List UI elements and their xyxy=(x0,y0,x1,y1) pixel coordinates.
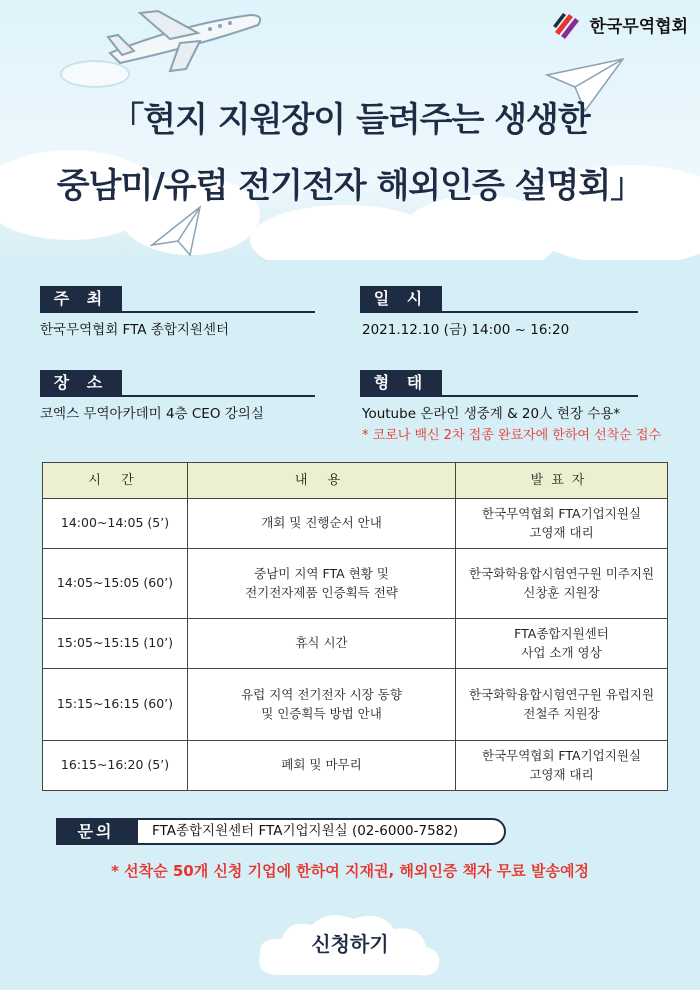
table-row xyxy=(43,741,668,791)
speaker-org: 한국무역협회 FTA기업지원실 xyxy=(482,747,641,763)
kita-logo-icon xyxy=(551,8,583,40)
paper-plane-icon xyxy=(150,205,220,260)
table-row xyxy=(43,549,668,619)
content-cell xyxy=(188,549,456,619)
divider xyxy=(360,395,638,397)
content-line: 개회 및 진행순서 안내 xyxy=(261,515,382,531)
content-cell xyxy=(188,669,456,741)
divider xyxy=(40,395,315,397)
content-cell xyxy=(188,619,456,669)
time-cell: 14:05~15:05 (60’) xyxy=(43,549,188,619)
speaker-cell xyxy=(456,619,668,669)
content-cell xyxy=(188,499,456,549)
table-row xyxy=(43,499,668,549)
header-time: 시 간 xyxy=(43,463,188,499)
table-row xyxy=(43,669,668,741)
content-line: 폐회 및 마무리 xyxy=(281,757,362,773)
time-cell: 14:00~14:05 (5’) xyxy=(43,499,188,549)
date-value: 2021.12.10 (금) 14:00 ~ 16:20 xyxy=(362,322,570,338)
page-title-line1: 「현지 지원장이 들려주는 생생한 xyxy=(110,100,590,140)
airplane-icon xyxy=(100,5,270,75)
time-cell: 15:15~16:15 (60’) xyxy=(43,669,188,741)
speaker-name: 고영재 대리 xyxy=(529,524,594,540)
content-line: 전기전자제품 인증획득 전략 xyxy=(245,584,398,600)
bottom-note: * 선착순 50개 신청 기업에 한하여 지재권, 해외인증 책자 무료 발송예정 xyxy=(111,862,589,880)
host-value: 한국무역협회 FTA 종합지원센터 xyxy=(40,322,230,338)
speaker-name: 고영재 대리 xyxy=(529,766,594,782)
logo xyxy=(551,8,688,40)
format-value: Youtube 온라인 생중계 & 20人 현장 수용* xyxy=(362,406,621,422)
speaker-name: 사업 소개 영상 xyxy=(521,644,602,660)
header-speaker: 발표자 xyxy=(456,463,668,499)
header-content: 내 용 xyxy=(188,463,456,499)
format-label: 형 태 xyxy=(360,370,442,396)
schedule-table xyxy=(42,462,668,791)
hero-banner xyxy=(0,0,700,260)
speaker-org: 한국화학융합시험연구원 유럽지원 xyxy=(468,686,655,702)
format-note: * 코로나 백신 2차 접종 완료자에 한하여 선착순 접수 xyxy=(362,428,661,443)
speaker-name: 신창훈 지원장 xyxy=(523,584,600,600)
page-title-line2: 중남미/유럽 전기전자 해외인증 설명회」 xyxy=(56,166,644,206)
host-label: 주 최 xyxy=(40,286,122,312)
apply-button-label[interactable]: 신청하기 xyxy=(311,932,389,956)
logo-text: 한국무역협회 xyxy=(589,16,688,37)
speaker-org: 한국무역협회 FTA기업지원실 xyxy=(482,505,641,521)
place-value: 코엑스 무역아카데미 4층 CEO 강의실 xyxy=(40,406,264,422)
speaker-cell xyxy=(456,499,668,549)
speaker-org: 한국화학융합시험연구원 미주지원 xyxy=(468,565,655,581)
content-line: 중남미 지역 FTA 현황 및 xyxy=(254,565,389,581)
speaker-org: FTA종합지원센터 xyxy=(514,625,609,641)
table-row xyxy=(43,619,668,669)
content-line: 휴식 시간 xyxy=(295,635,348,651)
date-label: 일 시 xyxy=(360,286,442,312)
content-line: 유럽 지역 전기전자 시장 동향 xyxy=(241,686,402,702)
speaker-cell xyxy=(456,669,668,741)
time-cell: 16:15~16:20 (5’) xyxy=(43,741,188,791)
content-cell xyxy=(188,741,456,791)
divider xyxy=(40,311,315,313)
place-label: 장 소 xyxy=(40,370,122,396)
divider xyxy=(360,311,638,313)
speaker-cell xyxy=(456,741,668,791)
speaker-cell xyxy=(456,549,668,619)
contact-value: FTA종합지원센터 FTA기업지원실 (02-6000-7582) xyxy=(136,818,506,845)
contact-label: 문의 xyxy=(56,818,136,845)
table-header-row xyxy=(43,463,668,499)
speaker-name: 전철주 지원장 xyxy=(523,705,600,721)
content-line: 및 인증획득 방법 안내 xyxy=(261,705,382,721)
time-cell: 15:05~15:15 (10’) xyxy=(43,619,188,669)
